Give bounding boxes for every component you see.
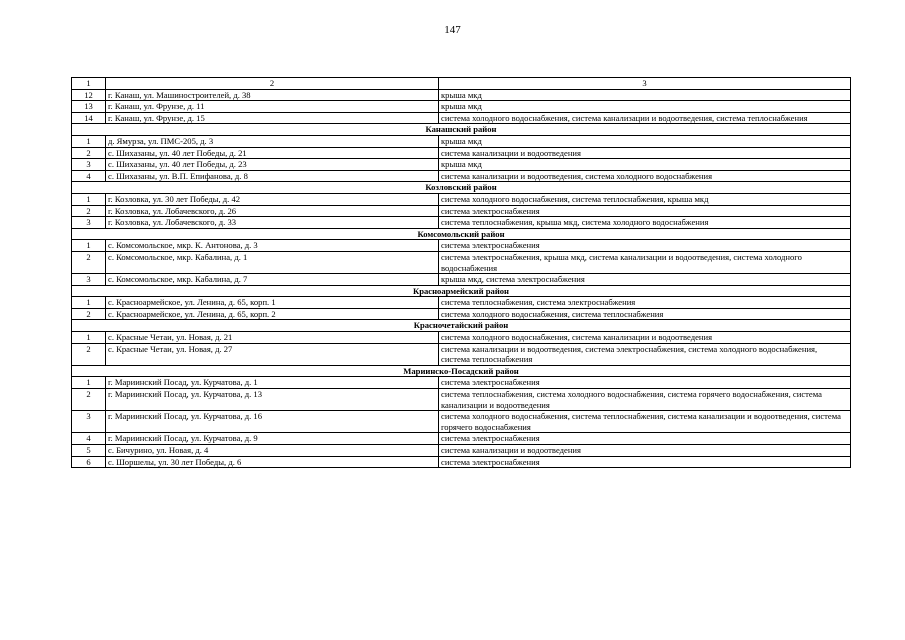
row-number: 12 (72, 89, 106, 101)
table-row (72, 159, 851, 171)
row-address: с. Комсомольское, мкр. К. Антонова, д. 3 (106, 240, 439, 252)
table-row (72, 89, 851, 101)
row-number: 13 (72, 101, 106, 113)
row-address: г. Мариинский Посад, ул. Курчатова, д. 1 (106, 377, 439, 389)
table-row (72, 297, 851, 309)
row-number: 3 (72, 411, 106, 433)
table-row (72, 433, 851, 445)
row-address: с. Красные Четаи, ул. Новая, д. 27 (106, 343, 439, 365)
table-row (72, 411, 851, 433)
table-row (72, 112, 851, 124)
column-header-3: 3 (439, 78, 851, 90)
row-number: 1 (72, 377, 106, 389)
table-row (72, 217, 851, 229)
row-number: 2 (72, 205, 106, 217)
row-number: 5 (72, 445, 106, 457)
row-systems: система электроснабжения (439, 205, 851, 217)
row-number: 6 (72, 456, 106, 468)
row-address: с. Красноармейское, ул. Ленина, д. 65, корп. 2 (106, 308, 439, 320)
row-address: г. Козловка, ул. 30 лет Победы, д. 42 (106, 193, 439, 205)
row-address: с. Красные Четаи, ул. Новая, д. 21 (106, 332, 439, 344)
table-row (72, 377, 851, 389)
row-address: г. Канаш, ул. Машиностроителей, д. 38 (106, 89, 439, 101)
row-systems: крыша мкд (439, 89, 851, 101)
row-systems: система холодного водоснабжения, система канализации и водоотведения, система теплоснабжения (439, 112, 851, 124)
row-systems: система канализации и водоотведения, система электроснабжения, система холодного водоснабжения, система теплоснабжения (439, 343, 851, 365)
row-address: с. Шихазаны, ул. 40 лет Победы, д. 23 (106, 159, 439, 171)
district-header-row (72, 320, 851, 332)
row-systems: система канализации и водоотведения (439, 147, 851, 159)
district-header-row (72, 228, 851, 240)
table-row (72, 193, 851, 205)
table-row (72, 205, 851, 217)
row-systems: система теплоснабжения, крыша мкд, система холодного водоснабжения (439, 217, 851, 229)
column-header-2: 2 (106, 78, 439, 90)
row-systems: система теплоснабжения, система холодного водоснабжения, система горячего водоснабжения, система канализации и водоотведения (439, 389, 851, 411)
district-name: Канашский район (72, 124, 851, 136)
district-header-row (72, 365, 851, 377)
row-address: с. Шихазаны, ул. 40 лет Победы, д. 21 (106, 147, 439, 159)
row-address: с. Красноармейское, ул. Ленина, д. 65, корп. 1 (106, 297, 439, 309)
district-header-row (72, 182, 851, 194)
table-row (72, 445, 851, 457)
table-row (72, 135, 851, 147)
table-row (72, 170, 851, 182)
table-row (72, 251, 851, 273)
row-address: д. Ямурза, ул. ПМС-205, д. 3 (106, 135, 439, 147)
row-address: г. Канаш, ул. Фрунзе, д. 15 (106, 112, 439, 124)
row-systems: система электроснабжения, крыша мкд, система канализации и водоотведения, система холодного водоснабжения (439, 251, 851, 273)
row-number: 14 (72, 112, 106, 124)
district-header-row (72, 285, 851, 297)
table-row (72, 389, 851, 411)
row-address: с. Шоршелы, ул. 30 лет Победы, д. 6 (106, 456, 439, 468)
row-number: 1 (72, 297, 106, 309)
row-number: 1 (72, 193, 106, 205)
page-number: 147 (444, 24, 461, 36)
row-number: 2 (72, 308, 106, 320)
district-name: Комсомольский район (72, 228, 851, 240)
row-systems: система холодного водоснабжения, система канализации и водоотведения (439, 332, 851, 344)
table-row (72, 240, 851, 252)
row-address: с. Комсомольское, мкр. Кабалина, д. 1 (106, 251, 439, 273)
row-number: 4 (72, 433, 106, 445)
row-number: 1 (72, 332, 106, 344)
row-number: 3 (72, 217, 106, 229)
row-number: 2 (72, 389, 106, 411)
row-systems: система электроснабжения (439, 377, 851, 389)
row-systems: система теплоснабжения, система электроснабжения (439, 297, 851, 309)
district-name: Красноармейский район (72, 285, 851, 297)
row-systems: система канализации и водоотведения, система холодного водоснабжения (439, 170, 851, 182)
row-number: 4 (72, 170, 106, 182)
row-address: г. Мариинский Посад, ул. Курчатова, д. 16 (106, 411, 439, 433)
table-row (72, 332, 851, 344)
table-row (72, 274, 851, 286)
row-systems: система холодного водоснабжения, система теплоснабжения (439, 308, 851, 320)
row-number: 2 (72, 147, 106, 159)
row-systems: система электроснабжения (439, 456, 851, 468)
row-systems: крыша мкд (439, 159, 851, 171)
row-number: 3 (72, 274, 106, 286)
row-address: с. Шихазаны, ул. В.П. Епифанова, д. 8 (106, 170, 439, 182)
table-row (72, 101, 851, 113)
row-address: г. Канаш, ул. Фрунзе, д. 11 (106, 101, 439, 113)
row-number: 1 (72, 240, 106, 252)
row-number: 3 (72, 159, 106, 171)
row-systems: система электроснабжения (439, 433, 851, 445)
row-address: с. Комсомольское, мкр. Кабалина, д. 7 (106, 274, 439, 286)
row-address: г. Козловка, ул. Лобачевского, д. 26 (106, 205, 439, 217)
row-systems: крыша мкд (439, 135, 851, 147)
table-header-row (72, 78, 851, 90)
column-header-1: 1 (72, 78, 106, 90)
row-systems: система холодного водоснабжения, система теплоснабжения, крыша мкд (439, 193, 851, 205)
district-name: Красночетайский район (72, 320, 851, 332)
table-row (72, 308, 851, 320)
row-number: 1 (72, 135, 106, 147)
table-row (72, 343, 851, 365)
row-number: 2 (72, 251, 106, 273)
row-systems: крыша мкд, система электроснабжения (439, 274, 851, 286)
row-systems: система канализации и водоотведения (439, 445, 851, 457)
table-row (72, 147, 851, 159)
row-address: г. Мариинский Посад, ул. Курчатова, д. 9 (106, 433, 439, 445)
row-systems: система электроснабжения (439, 240, 851, 252)
row-number: 2 (72, 343, 106, 365)
district-header-row (72, 124, 851, 136)
repair-schedule-table (71, 77, 851, 468)
row-address: г. Мариинский Посад, ул. Курчатова, д. 13 (106, 389, 439, 411)
row-systems: система холодного водоснабжения, система теплоснабжения, система канализации и водоотведения, система горячего водоснабжения (439, 411, 851, 433)
row-systems: крыша мкд (439, 101, 851, 113)
district-name: Козловский район (72, 182, 851, 194)
table-row (72, 456, 851, 468)
district-name: Мариинско-Посадский район (72, 365, 851, 377)
row-address: г. Козловка, ул. Лобачевского, д. 33 (106, 217, 439, 229)
row-address: с. Бичурино, ул. Новая, д. 4 (106, 445, 439, 457)
